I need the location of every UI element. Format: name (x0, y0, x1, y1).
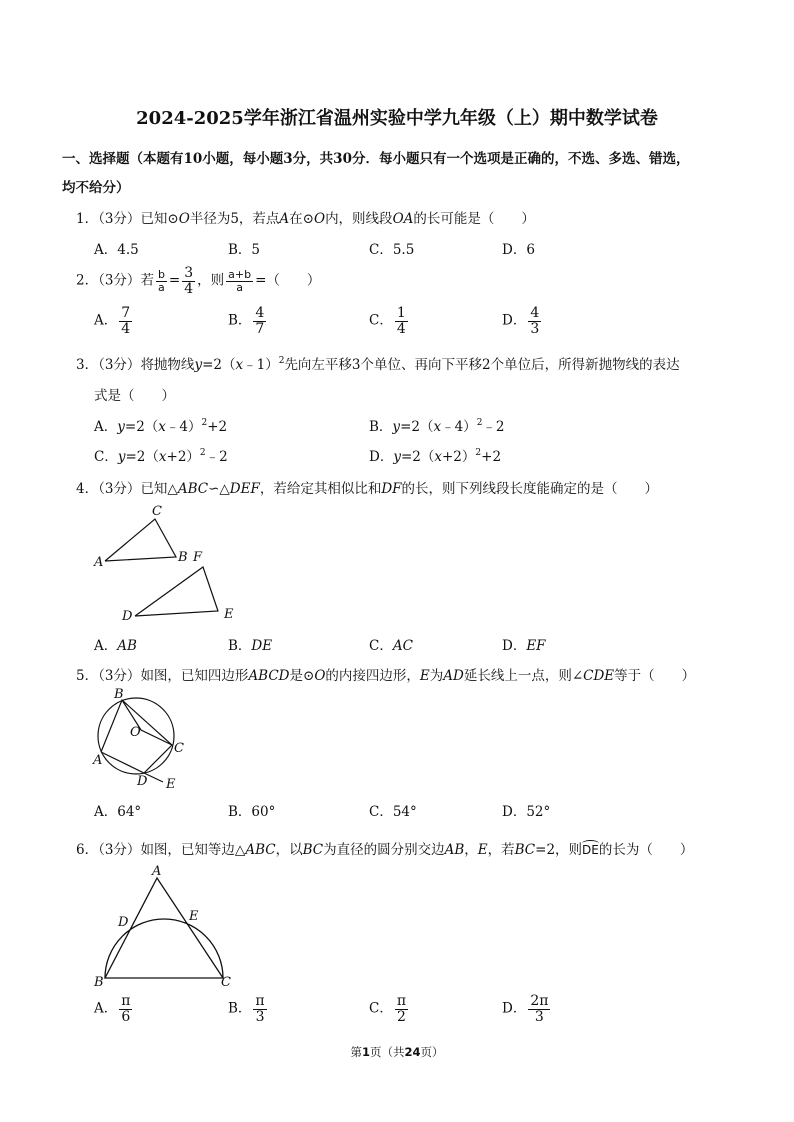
section-heading-line2: 均不给分） (62, 180, 130, 196)
q5-option-a: A．64° (94, 804, 142, 820)
q3-option-c: C．$y=2(x+2)^2﹣2$ (94, 448, 228, 465)
q1-option-b: B．5 (228, 242, 261, 258)
triangle-abc (105, 519, 176, 561)
question-3-line2: 式是（ ） (94, 388, 175, 404)
page-title: 2024-2025学年浙江省温州实验中学九年级（上）期中数学试卷 (136, 108, 658, 129)
q4-option-a: A．AB (94, 638, 137, 654)
question-3: 3．（3分）将抛物线y=2（x﹣1）$^2$先向左平移3个单位、再向下平移2个单位后，所得新抛物线的表达 (76, 356, 680, 373)
q2-fraction-b-over-a: $\frac{b}{a}$ (157, 268, 165, 294)
q2-fraction-a-plus-b-over-a: $\frac{a+b}{a}$ (228, 268, 252, 294)
q2-option-c: C． $\frac{1}{4}$ (369, 305, 406, 337)
q1-option-c: C．5.5 (369, 242, 415, 258)
q2-option-b: B． $\frac{4}{7}$ (228, 305, 265, 337)
label-a: A (93, 753, 103, 768)
q6-option-b: B． $\frac{\pi}{3}$ (228, 993, 265, 1025)
label-e: E (224, 607, 234, 622)
q2-fraction-3-over-4: $\frac{3}{4}$ (184, 265, 194, 297)
q4-similar-triangles-figure (90, 500, 250, 630)
label-c: C (152, 504, 162, 519)
q3-option-d: D．$y=2(x+2)^2+2$ (369, 448, 502, 465)
label-c: C (221, 975, 231, 990)
label-a: A (94, 555, 104, 570)
label-d: D (118, 915, 129, 930)
question-1: 1．（3分）已知⊙O半径为5，若点A在⊙O内，则线段OA的长可能是（ ） (76, 211, 535, 227)
page-footer: 第1页（共24页） (350, 1045, 444, 1059)
q3-option-a: A．y=2（x﹣4）$^2$+2 (94, 418, 228, 435)
label-b: B (114, 687, 124, 702)
q2-option-d: D． $\frac{4}{3}$ (502, 305, 540, 337)
question-2: 2．（3分）若 $\frac{b}{a}$ = $\frac{3}{4}$ ，则 $\frac{a+b}{a}$ =（ ） (76, 265, 321, 297)
question-5: 5．（3分）如图，已知四边形ABCD是⊙O的内接四边形，E为AD延长线上一点，则∠CDE等于（ ） (76, 668, 696, 684)
q5-option-c: C．54° (369, 804, 417, 820)
label-o: O (130, 725, 141, 740)
label-d: D (122, 609, 133, 624)
q5-option-d: D．52° (502, 804, 551, 820)
q6-option-a: A． $\frac{\pi}{6}$ (94, 993, 131, 1025)
q4-option-d: D．EF (502, 638, 546, 654)
arc-de-symbol: DE (582, 843, 599, 857)
q1-option-a: A．4.5 (94, 242, 139, 258)
q3-option-b: B．y=2（x﹣4）$^2$﹣2 (369, 418, 505, 435)
q2-option-a: A． $\frac{7}{4}$ (94, 305, 131, 337)
label-e: E (166, 777, 176, 792)
label-b: B (94, 975, 104, 990)
q5-inscribed-quadrilateral-figure (88, 684, 198, 794)
label-c: C (174, 741, 184, 756)
q6-option-c: C． $\frac{\pi}{2}$ (369, 993, 407, 1025)
label-e: E (189, 909, 199, 924)
q4-option-b: B．DE (228, 638, 273, 654)
question-6: 6．（3分）如图，已知等边△ABC，以BC为直径的圆分别交边AB，E，若BC=2，则DE的长为（ ） (76, 842, 694, 858)
q5-option-b: B．60° (228, 804, 276, 820)
label-d: D (137, 774, 148, 789)
section-heading-line1: 一、选择题（本题有10小题，每小题3分，共30分．每小题只有一个选项是正确的，不选、多选、错选， (62, 151, 690, 167)
q6-option-d: D． $\frac{2\pi}{3}$ (502, 993, 549, 1025)
label-a: A (152, 864, 162, 879)
question-4: 4．（3分）已知△ABC∽△DEF，若给定其相似比和DF的长，则下列线段长度能确定的是（ ） (76, 481, 659, 497)
q6-equilateral-triangle-semicircle-figure (88, 862, 248, 992)
label-b: B (178, 550, 188, 565)
q4-option-c: C．AC (369, 638, 413, 654)
q1-option-d: D．6 (502, 242, 535, 258)
label-f: F (193, 550, 203, 565)
triangle-def (135, 567, 218, 616)
